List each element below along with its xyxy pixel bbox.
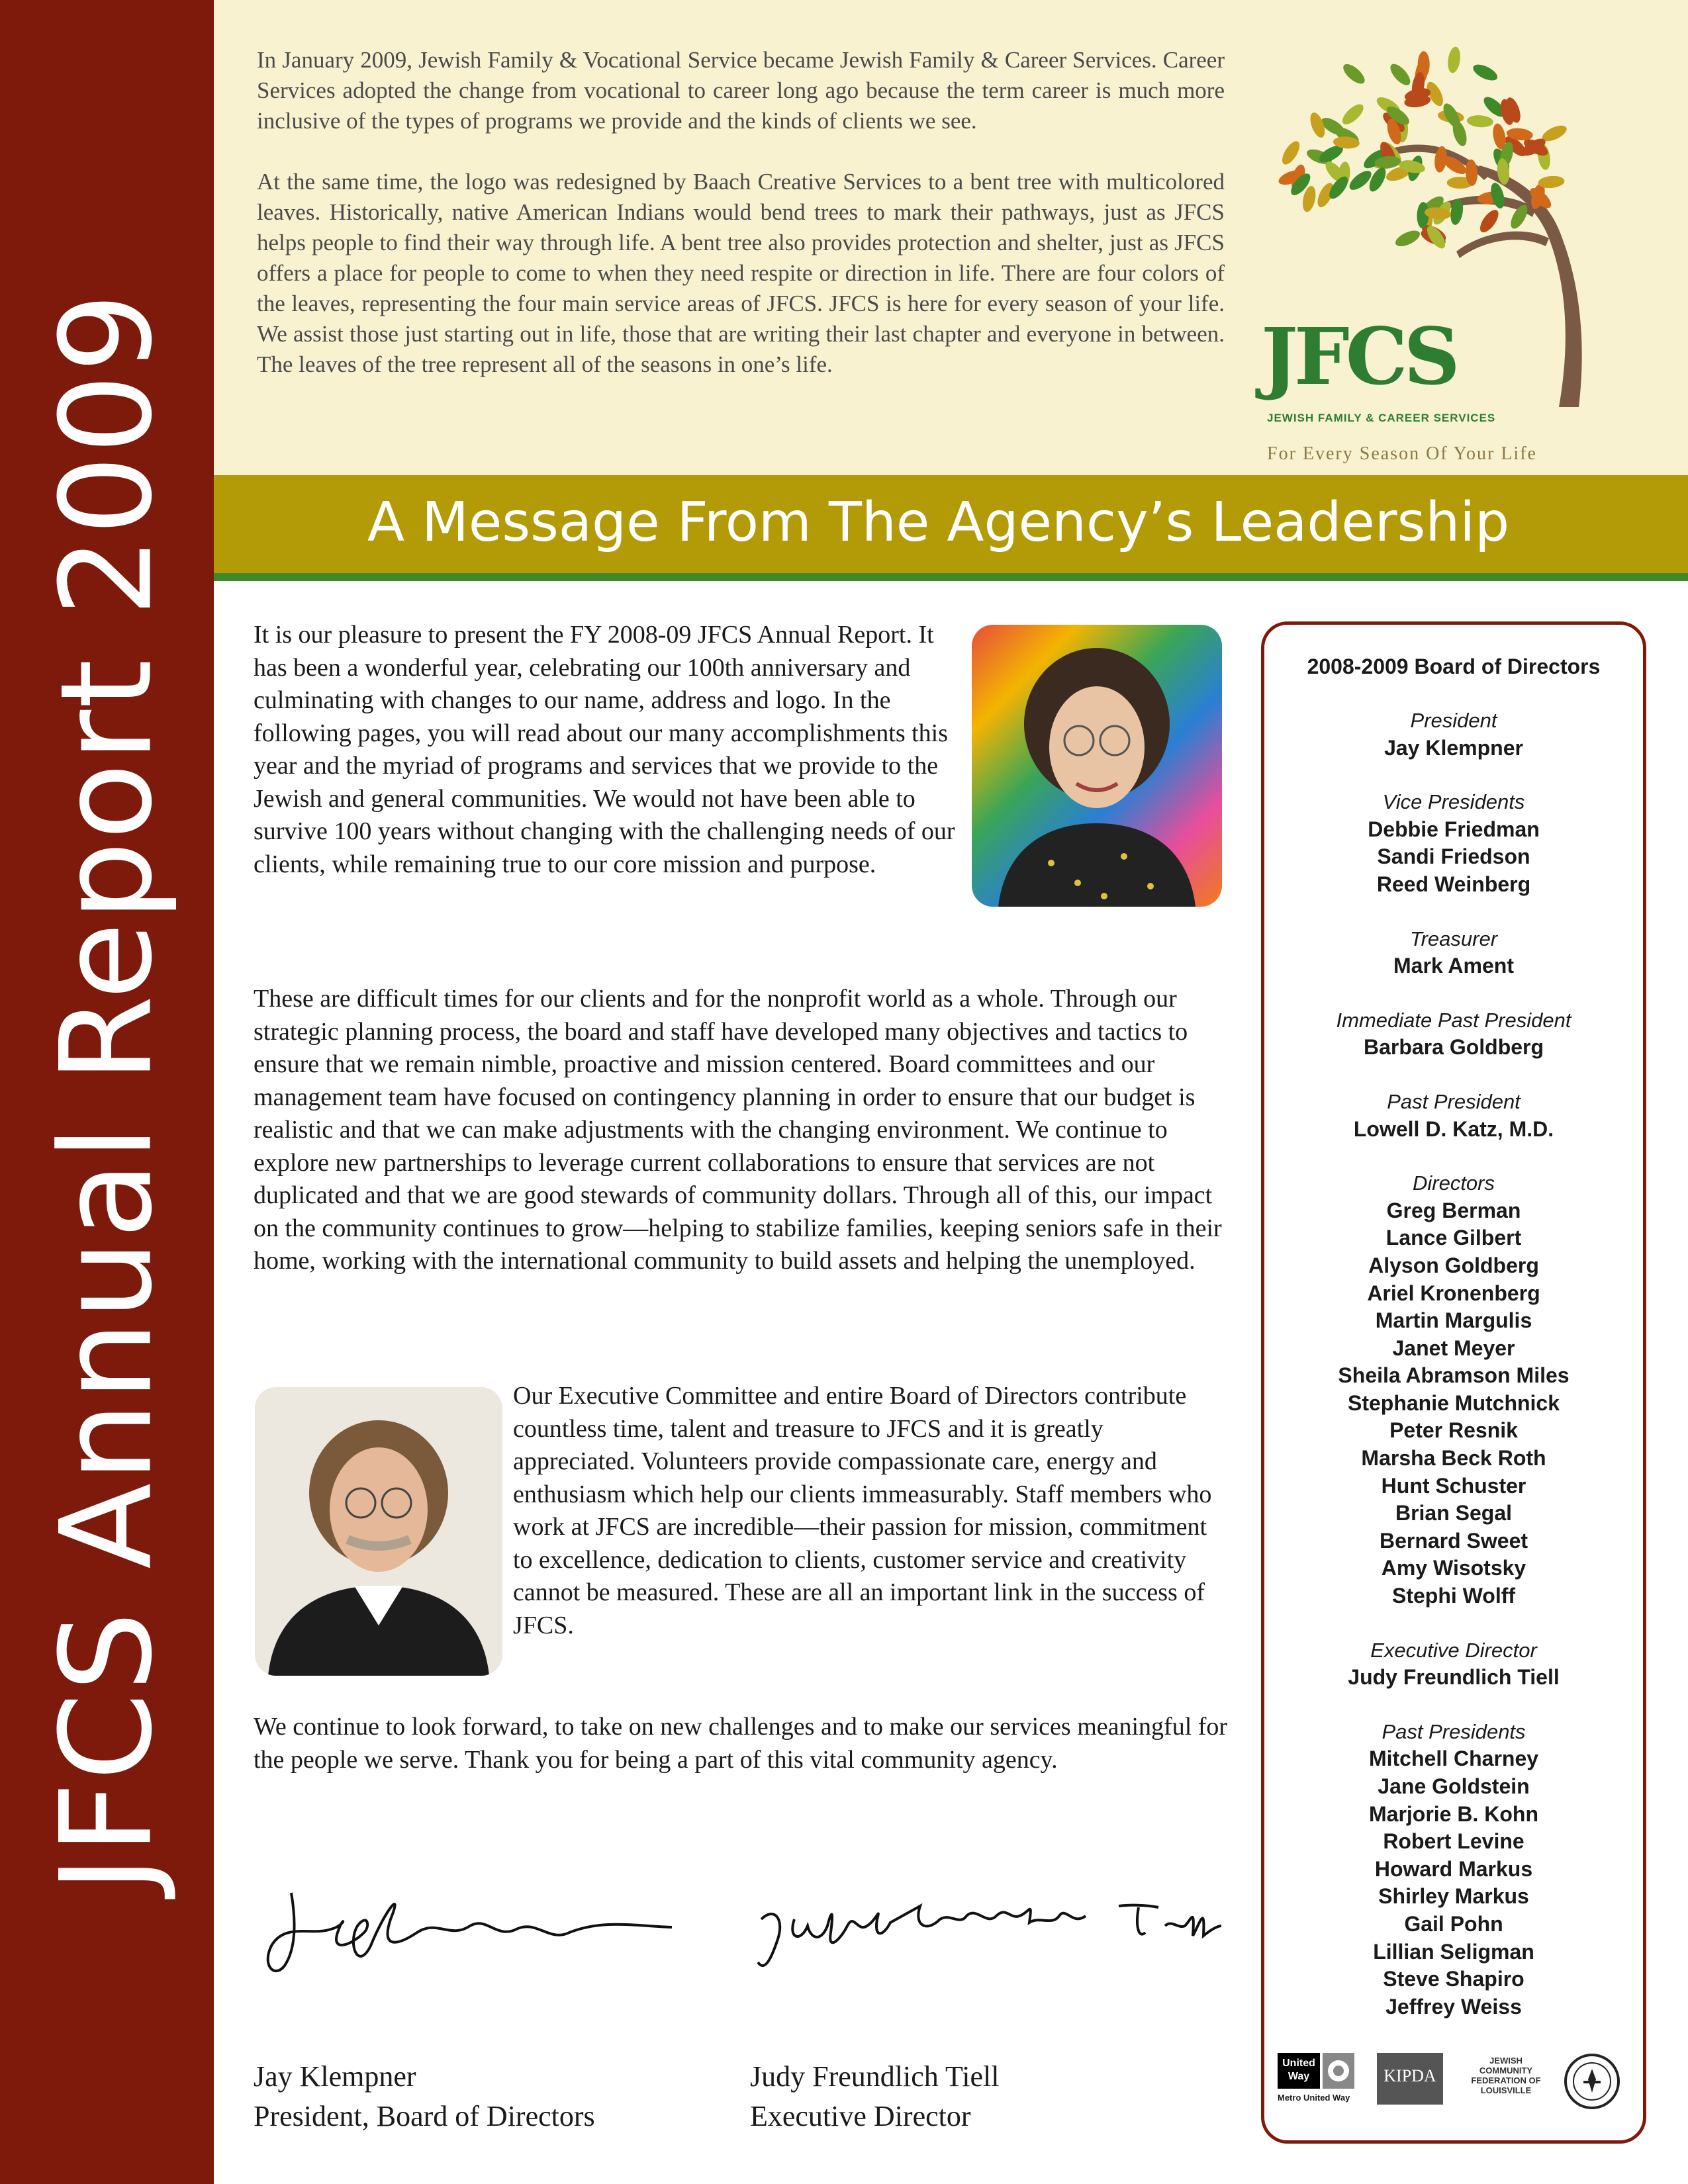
board-group	[1264, 925, 1643, 980]
leaf-icon	[1393, 228, 1423, 250]
body-paragraph-4-text: We continue to look forward, to take on new challenges and to make our services meaningful for the people we serve. Thank you for being a part of this vital community agency.	[254, 1713, 1228, 1774]
board-member-name: Ariel Kronenberg	[1367, 1281, 1540, 1305]
jewish-community-federation-logo	[1463, 2053, 1549, 2111]
board-group	[1264, 1007, 1643, 1062]
board-group	[1264, 1718, 1643, 2021]
board-list	[1264, 625, 1643, 2021]
board-group-label: Treasurer	[1409, 927, 1498, 950]
board-group-label: Immediate Past President	[1336, 1008, 1571, 1032]
board-member-name: Stephanie Mutchnick	[1347, 1390, 1560, 1415]
body-paragraph-4	[254, 1711, 1233, 1776]
logo-subtitle: JEWISH FAMILY & CAREER SERVICES	[1267, 412, 1496, 424]
body-paragraph-3-text: Our Executive Committee and entire Board of Directors contribute countless time, talent and treasure to JFCS and it is greatly appreciated. Volunteers provide compassionate care, energy and enthusiasm which help our clients immeasurably. Staff members who work at JFCS are incredible—their passion for mission, commitment to excellence, dedication to clients, customer service and creativity cannot be measured. These are all an important link in the success of JFCS.	[513, 1382, 1212, 1639]
leaf-icon	[1339, 101, 1367, 127]
board-member-name: Greg Berman	[1386, 1198, 1521, 1222]
board-member-name: Steve Shapiro	[1383, 1967, 1524, 1991]
united-way-wordmark: United Way	[1278, 2053, 1320, 2089]
board-member-name: Stephi Wolff	[1391, 1584, 1516, 1608]
board-member-name: Jeffrey Weiss	[1385, 1994, 1522, 2019]
board-member-name: Marjorie B. Kohn	[1368, 1801, 1538, 1826]
louisville-seal-icon	[1564, 2053, 1620, 2110]
board-group-label: Past Presidents	[1382, 1719, 1526, 1743]
united-way-logo	[1278, 2053, 1357, 2111]
board-member-name: Sandi Friedson	[1377, 844, 1530, 869]
section-heading: A Message From The Agency’s Leadership	[367, 491, 1510, 554]
board-member-name: Mitchell Charney	[1368, 1747, 1539, 1771]
leaf-icon	[1466, 114, 1493, 128]
body-paragraph-2-text: These are difficult times for our clients and for the nonprofit world as a whole. Through our strategic planning process, the board and staff have developed many objectives and tactics to ensure that we remain nimble, proactive and mission centered. Board committees and our management team have focused on contingency planning in order to ensure that our budget is realistic and that we can make adjustments with the changing environment. We continue to explore new partnerships to leverage current collaborations to ensure that services are not duplicated and that we are good stewards of community dollars. Through all of this, our impact on the community continues to grow—helping to stabilize families, keeping seniors safe in their home, working with the international community to build assets and helping the unemployed.	[254, 985, 1222, 1275]
united-way-subtitle: Metro United Way	[1278, 2093, 1350, 2103]
board-group-label: Directors	[1412, 1171, 1495, 1195]
board-member-name: Gail Pohn	[1404, 1911, 1503, 1936]
leaf-icon	[1387, 61, 1413, 89]
side-title: JFCS Annual Report 2009	[33, 291, 180, 1893]
board-member-name: Marsha Beck Roth	[1361, 1446, 1546, 1471]
united-way-icon	[1323, 2053, 1354, 2089]
board-group-label: President	[1410, 709, 1497, 732]
board-of-directors-panel	[1261, 621, 1646, 2144]
board-member-name: Reed Weinberg	[1376, 872, 1531, 896]
board-member-name: Howard Markus	[1374, 1856, 1533, 1881]
body-paragraph-1	[254, 619, 962, 881]
board-group	[1264, 788, 1643, 898]
board-member-name: Judy Freundlich Tiell	[1348, 1665, 1560, 1690]
louisville-seal-logo	[1564, 2053, 1620, 2111]
board-member-name: Robert Levine	[1383, 1829, 1524, 1854]
board-title: 2008-2009 Board of Directors	[1307, 655, 1601, 678]
logo-wordmark: JFCS	[1261, 310, 1456, 402]
intro-paragraph-2: At the same time, the logo was redesigned by Baach Creative Services to a bent tree with multicolored leaves. Historically, native American Indians would bend trees to mark their pathways, just as JFCS helps people to find their way through life. A bent tree also provides protection and shelter, just as JFCS offers a place for people to come to when they need respite or direction in life. There are four colors of the leaves, representing the four main service areas of JFCS. JFCS is here for every season of your life. We assist those just starting out in life, those that are writing their last chapter and everyone in between. The leaves of the tree represent all of the seasons in one’s life.	[257, 169, 1225, 377]
board-member-name: Peter Resnik	[1389, 1418, 1518, 1443]
board-member-name: Lowell D. Katz, M.D.	[1353, 1116, 1554, 1141]
leaf-icon	[1366, 165, 1389, 194]
signer-2-name: Judy Freundlich Tiell	[750, 2060, 1000, 2093]
board-member-name: Lillian Seligman	[1373, 1939, 1534, 1964]
president-photo	[255, 1387, 502, 1676]
jcf-wordmark: JEWISH COMMUNITY FEDERATION OF LOUISVILLE	[1471, 2056, 1541, 2095]
board-member-name: Lance Gilbert	[1385, 1226, 1522, 1250]
signer-1-title: President, Board of Directors	[254, 2100, 595, 2132]
board-member-name: Hunt Schuster	[1381, 1473, 1526, 1498]
jfcs-logo	[1258, 40, 1602, 464]
logo-tagline: For Every Season Of Your Life	[1267, 443, 1537, 464]
intro-paragraph-1: In January 2009, Jewish Family & Vocational Service became Jewish Family & Career Services. Career Services adopted the change from vocational to career long ago because the term career is much more inclusive of the types of programs we provide and the kinds of clients we see.	[257, 47, 1225, 134]
board-group-label: Past President	[1387, 1089, 1521, 1113]
signer-2-title: Executive Director	[750, 2100, 971, 2132]
sponsor-logos	[1278, 2053, 1622, 2113]
leaf-icon	[1477, 207, 1502, 236]
board-member-name: Alyson Goldberg	[1368, 1253, 1539, 1277]
heading-rule	[214, 573, 1688, 581]
body-paragraph-2	[254, 983, 1233, 1278]
board-member-name: Jay Klempner	[1384, 735, 1523, 760]
board-group	[1264, 1088, 1643, 1143]
board-group-label: Vice Presidents	[1382, 790, 1525, 814]
signature-tiell	[748, 1880, 1225, 1979]
board-member-name: Mark Ament	[1393, 954, 1514, 978]
board-group-label: Executive Director	[1370, 1638, 1537, 1662]
board-group	[1264, 707, 1643, 762]
leaf-icon	[1279, 138, 1303, 167]
leaf-icon	[1471, 62, 1500, 84]
board-group	[1264, 1169, 1643, 1610]
leaf-icon	[1446, 46, 1462, 73]
body-paragraph-1-text: It is our pleasure to present the FY 2008-09 JFCS Annual Report. It has been a wonderful year, celebrating our 100th anniversary and culminating with changes to our name, address and logo. In the following pages, you will read about our many accomplishments this year and the myriad of programs and services that we provide to the Jewish and general communities. We would not have been able to survive 100 years without changing with the challenging needs of our clients, while remaining true to our core mission and purpose.	[254, 621, 955, 878]
side-title-bar	[0, 0, 214, 2184]
board-member-name: Janet Meyer	[1392, 1336, 1515, 1360]
board-group	[1264, 1637, 1643, 1692]
kipda-logo	[1377, 2053, 1443, 2111]
signer-1-name: Jay Klempner	[254, 2060, 416, 2093]
board-member-name: Shirley Markus	[1378, 1884, 1529, 1909]
board-member-name: Martin Margulis	[1375, 1308, 1532, 1333]
board-member-name: Sheila Abramson Miles	[1338, 1363, 1570, 1388]
board-member-name: Jane Goldstein	[1378, 1774, 1530, 1798]
body-paragraph-3	[513, 1380, 1228, 1642]
board-member-name: Brian Segal	[1395, 1501, 1513, 1525]
leaf-icon	[1340, 61, 1368, 87]
kipda-wordmark: KIPDA	[1377, 2053, 1443, 2105]
board-member-name: Amy Wisotsky	[1381, 1556, 1526, 1580]
intro-text	[257, 45, 1225, 410]
board-member-name: Debbie Friedman	[1368, 817, 1540, 841]
signature-klempner	[258, 1873, 682, 1985]
board-member-name: Bernard Sweet	[1379, 1528, 1528, 1553]
board-member-name: Barbara Goldberg	[1363, 1035, 1544, 1060]
executive-director-photo	[972, 625, 1222, 907]
